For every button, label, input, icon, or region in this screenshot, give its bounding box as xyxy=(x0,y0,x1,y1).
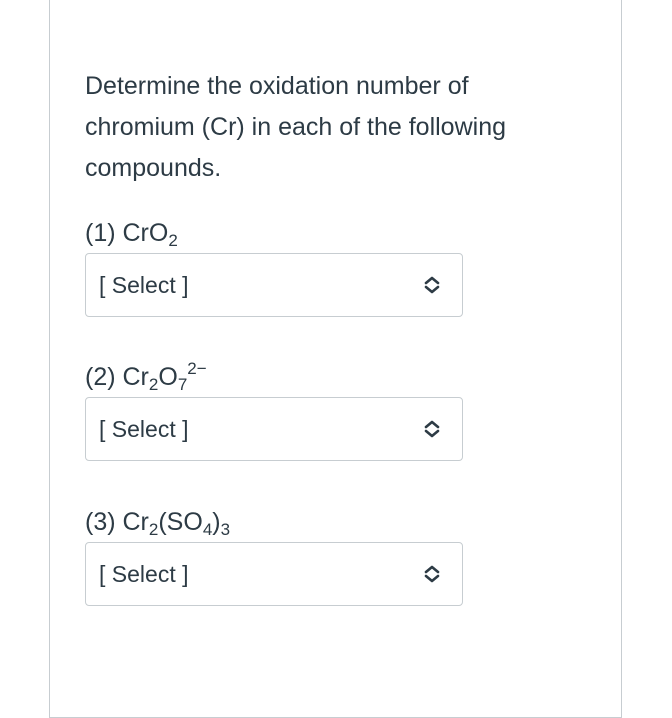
compound-1-prefix: (1) CrO xyxy=(85,219,169,247)
compound-2-charge: 2− xyxy=(187,359,207,378)
up-down-chevron-icon xyxy=(422,274,442,296)
compound-2-subscript-2: 7 xyxy=(177,375,188,394)
compound-3-subscript-2: 4 xyxy=(202,520,213,539)
oxidation-select-3[interactable] xyxy=(85,542,463,606)
oxidation-select-2[interactable] xyxy=(85,397,463,461)
compound-label-2 xyxy=(85,359,207,394)
compound-2-subscript-1: 2 xyxy=(148,375,159,394)
compound-2-mid: O xyxy=(158,363,178,391)
compound-label-3 xyxy=(85,507,230,537)
compound-label-1 xyxy=(85,218,178,248)
compound-3-subscript-3: 3 xyxy=(220,520,231,539)
select-2-value: [ Select ] xyxy=(99,416,189,442)
compound-2-prefix: (2) Cr xyxy=(85,363,149,391)
select-3-value: [ Select ] xyxy=(99,561,189,587)
up-down-chevron-icon xyxy=(422,563,442,585)
compound-3-mid: (SO xyxy=(158,508,203,536)
select-1-value: [ Select ] xyxy=(99,272,189,298)
up-down-chevron-icon xyxy=(422,418,442,440)
compound-3-end: ) xyxy=(212,508,221,536)
compound-1-subscript: 2 xyxy=(168,231,178,250)
question-text: Determine the oxidation number of chromium (Cr) in each of the following compounds. xyxy=(85,72,506,182)
compound-3-subscript-1: 2 xyxy=(148,520,159,539)
compound-3-prefix: (3) Cr xyxy=(85,508,149,536)
oxidation-select-1[interactable] xyxy=(85,253,463,317)
